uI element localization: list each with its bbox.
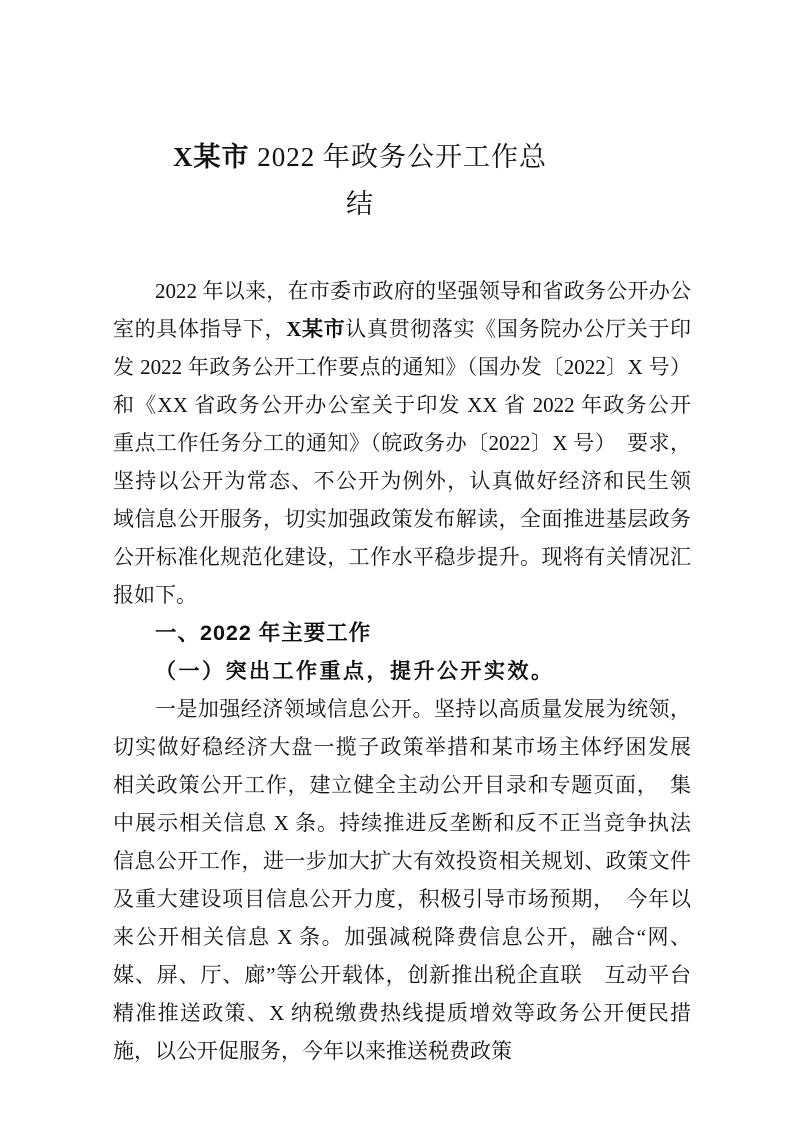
text-segment: 及重大建设项目信息公开力度，积极引导市场预期， 今年以 [113,887,691,911]
text-line [113,134,607,181]
text-line [113,842,691,880]
text-segment: 发 2022 年政务公开工作要点的通知》（国办发〔2022〕X 号） [113,355,691,379]
bold-text-segment: X某市 [173,142,250,172]
text-segment: 信息公开工作，进一步加大扩大有效投资相关规划、政策文件 [113,849,691,873]
text-segment: 中展示相关信息 X 条。持续推进反垄断和反不正当竞争执法 [113,811,691,835]
text-segment: 切实做好稳经济大盘一揽子政策举措和某市场主体纾困发展 [113,735,691,759]
text-segment: 媒、屏、厅、廊”等公开载体，创新推出税企直联 互动平台 [113,963,691,987]
text-line [113,956,691,994]
text-segment: 重点工作任务分工的通知》（皖政务办〔2022〕X 号） 要求， [113,431,691,455]
text-line [113,538,691,576]
text-line [113,462,691,500]
text-segment: 域信息公开服务，切实加强政策发布解读，全面推进基层政务 [113,507,691,531]
text-segment: （一）突出工作重点，提升公开实效。 [155,659,555,683]
text-segment: 来公开相关信息 X 条。加强减税降费信息公开，融合“网、 [113,925,691,949]
text-segment: 室的具体指导下， [113,317,287,341]
text-line [113,652,691,690]
text-line [113,348,691,386]
text-segment: 和《XX 省政务公开办公室关于印发 XX 省 2022 年政务公开 [113,393,691,417]
text-line [113,994,691,1032]
text-line [113,728,691,766]
text-segment: 一、2022 年主要工作 [155,621,372,645]
text-line [113,690,691,728]
text-line [113,614,691,652]
text-segment: 相关政策公开工作，建立健全主动公开目录和专题页面， 集 [113,773,691,797]
text-segment: 精准推送政策、X 纳税缴费热线提质增效等政务公开便民措 [113,1001,691,1025]
text-line [113,386,691,424]
text-line [113,1032,691,1070]
text-segment: 一是加强经济领域信息公开。坚持以高质量发展为统领， [155,697,691,721]
text-line [113,272,691,310]
document-title [113,134,691,228]
text-line [113,804,691,842]
text-line [113,424,691,462]
text-line [113,500,691,538]
document-body [113,272,691,1070]
text-segment: 2022 年以来，在市委市政府的坚强领导和省政务公开办公 [155,279,691,303]
text-line [113,181,607,228]
text-line [113,766,691,804]
text-segment: 2022 年政务公开工作总 [249,142,547,172]
text-line [113,310,691,348]
text-segment: 施，以公开促服务，今年以来推送税费政策 [113,1039,512,1063]
text-line [113,918,691,956]
text-line [113,880,691,918]
text-segment: 坚持以公开为常态、不公开为例外，认真做好经济和民生领 [113,469,691,493]
text-segment: 结 [346,189,374,219]
text-segment: 公开标准化规范化建设，工作水平稳步提升。现将有关情况汇 [113,545,691,569]
text-segment: 认真贯彻落实《国务院办公厅关于印 [345,317,692,341]
bold-text-segment: X某市 [286,317,346,341]
text-line [113,576,691,614]
text-segment: 报如下。 [113,583,197,607]
